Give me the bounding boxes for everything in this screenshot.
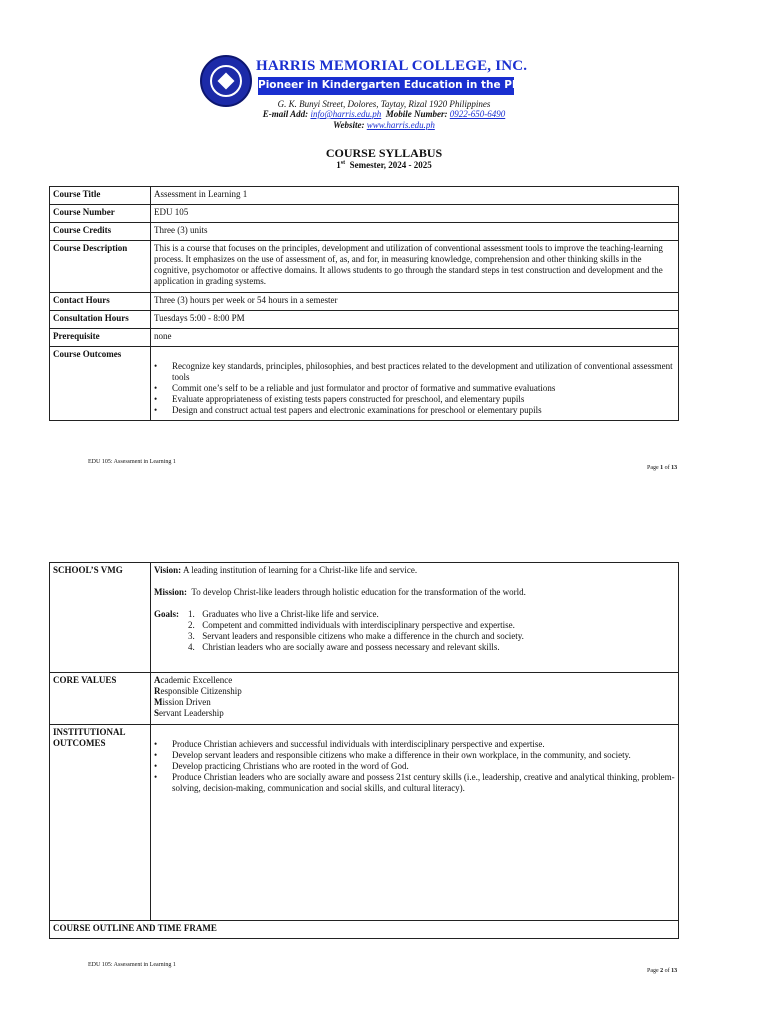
page-number [647,465,677,471]
semester-sup: st [340,160,346,166]
website-line [200,120,568,130]
value-initial: M [154,697,163,707]
row-value: This is a course that focuses on the principles, development and utilization of conventional assessment tools to improve the teaching-learning process. It emphasizes on the use of assessment of, as, and for, in measuring knowledge, comprehension and other thinking skills in the cognitive, psychomotor or affective domains. It allows students to go through the standard steps in test construction and development and the application in grading systems. [151,241,679,293]
list-item: • Design and construct actual test papers and electronic examinations for preschool or elementary pupils [154,405,675,416]
course-outcomes-cell [151,347,679,421]
mission-text: To develop Christ-like leaders through holistic education for the transformation of the world. [191,587,526,597]
college-tagline: Pioneer in Kindergarten Education in the Philippines [258,79,570,91]
goal-number: 2. [188,620,195,630]
table-row [50,241,679,293]
row-value: none [151,329,679,347]
mission-line [154,587,675,598]
page-number [647,968,677,974]
vision-text: A leading institution of learning for a Christ-like life and service. [182,565,418,575]
goal-text: Graduates who live a Christ-like life and service. [202,609,379,619]
institutional-outcomes-cell [151,725,679,921]
core-values-label: CORE VALUES [50,673,151,725]
vision-label: Vision: [154,565,182,575]
row-value: Three (3) units [151,223,679,241]
list-item [188,609,524,620]
vmg-cell [151,563,679,673]
college-name: HARRIS MEMORIAL COLLEGE, INC. [256,58,528,74]
vision-line [154,565,675,576]
value-text: ervant Leadership [159,708,224,718]
course-outcomes-list [154,361,675,416]
value-text: ission Driven [162,697,211,707]
table-row [50,921,679,939]
goal-number: 1. [188,609,195,619]
of-word: of [664,465,670,471]
seal-ring [210,65,242,97]
list-item: • Recognize key standards, principles, philosophies, and best practices related to the development and utilization of conventional assessment tools [154,361,675,383]
table-row [50,311,679,329]
course-info-table [49,186,679,421]
list-item: • Evaluate appropriateness of existing tests papers constructed for preschool, and elementary pupils [154,394,675,405]
list-item [154,697,675,708]
row-label: Course Credits [50,223,151,241]
goals-label: Goals: [154,609,180,619]
mobile-number[interactable]: 0922-650-6490 [449,109,506,119]
table-row [50,725,679,921]
table-row [50,293,679,311]
vmg-label: SCHOOL’S VMG [50,563,151,673]
website-label: Website: [333,120,365,130]
goal-text: Christian leaders who are socially aware and possess necessary and relevant skills. [202,642,500,652]
page-total: 13 [671,465,678,471]
list-item [188,631,524,642]
page-word: Page [647,465,659,471]
list-item: • Produce Christian achievers and successful individuals with interdisciplinary perspective and expertise. [154,739,675,750]
page-footer-course: EDU 105: Assessment in Learning 1 [88,459,176,465]
table-row [50,563,679,673]
college-address: G. K. Bunyi Street, Dolores, Taytay, Rizal 1920 Philippines [277,99,491,109]
list-item: • Produce Christian leaders who are socially aware and possess 21st century skills (i.e., leadership, creative and analytical thinking, problem-solving, decision-making, communication and social skills, and cultural literacy). [154,772,675,794]
row-label: Prerequisite [50,329,151,347]
goal-text: Servant leaders and responsible citizens who make a difference in the church and society. [202,631,524,641]
college-tagline-banner [258,77,570,95]
list-item [188,642,524,653]
list-item: • Commit one’s self to be a reliable and just formulator and proctor of formative and summative evaluations [154,383,675,394]
goals-block [154,609,675,653]
page-num: 2 [660,968,664,974]
table-row [50,205,679,223]
row-value: EDU 105 [151,205,679,223]
mission-label: Mission: [154,587,188,597]
table-row [50,187,679,205]
value-text: cademic Excellence [160,675,233,685]
row-value: Tuesdays 5:00 - 8:00 PM [151,311,679,329]
list-item: • Develop practicing Christians who are rooted in the word of God. [154,761,675,772]
goal-number: 4. [188,642,195,652]
semester-ordinal: 1 [336,160,341,170]
table-row [50,347,679,421]
institutional-outcomes-list [154,739,675,794]
list-item [188,620,524,631]
email-label: E-mail Add: [262,109,309,119]
row-label: Course Description [50,241,151,293]
row-label: Course Title [50,187,151,205]
value-text: esponsible Citizenship [160,686,242,696]
table-row [50,673,679,725]
list-item [154,675,675,686]
goals-list [188,609,524,653]
goal-text: Competent and committed individuals with interdisciplinary perspective and expertise. [202,620,515,630]
core-values-cell [151,673,679,725]
seal-emblem [218,73,235,90]
row-value: Assessment in Learning 1 [151,187,679,205]
syllabus-title: COURSE SYLLABUS [325,146,443,160]
email-link[interactable]: info@harris.edu.ph [310,109,382,119]
list-item [154,708,675,719]
row-label: Course Outcomes [50,347,151,421]
school-vmg-table [49,562,679,939]
row-label: Course Number [50,205,151,223]
list-item: • Develop servant leaders and responsible citizens who make a difference in their own workplace, in the community, and society. [154,750,675,761]
value-initial: R [154,686,161,696]
semester-line [0,160,768,170]
table-row [50,329,679,347]
page-word: Page [647,968,659,974]
row-label: Consultation Hours [50,311,151,329]
row-value: Three (3) hours per week or 54 hours in a semester [151,293,679,311]
website-link[interactable]: www.harris.edu.ph [366,120,435,130]
list-item [154,686,675,697]
table-row [50,223,679,241]
page-total: 13 [671,968,678,974]
semester-text: Semester, 2024 - 2025 [349,160,432,170]
course-outline-heading: COURSE OUTLINE AND TIME FRAME [50,921,679,939]
goal-number: 3. [188,631,195,641]
page-footer-course: EDU 105: Assessment in Learning 1 [88,962,176,968]
page-num: 1 [660,465,664,471]
value-initial: A [154,675,161,685]
mobile-label: Mobile Number: [385,109,448,119]
of-word: of [664,968,670,974]
value-initial: S [154,708,160,718]
contact-line [200,109,568,119]
row-label: Contact Hours [50,293,151,311]
institutional-outcomes-label: INSTITUTIONAL OUTCOMES [50,725,151,921]
